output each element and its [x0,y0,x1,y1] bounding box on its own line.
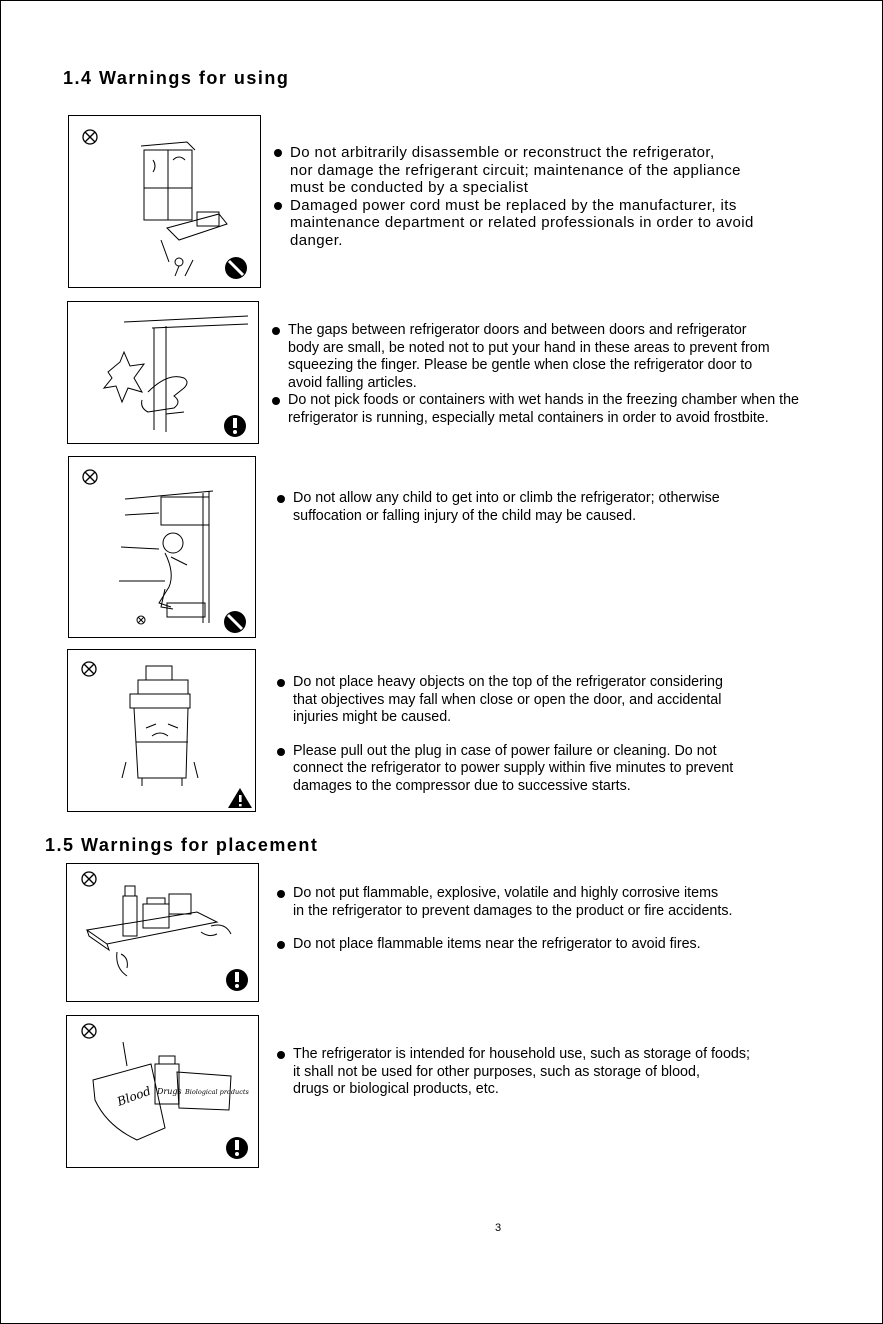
prohibited-symbol-icon [82,662,96,676]
bullet-item: Do not allow any child to get into or climb the refrigerator; otherwise suffocation or falling injury of the child may be caused. [275,490,720,525]
bullet-item: Do not place heavy objects on the top of the refrigerator considering that objectives may fall when close or open the door, and accidental injuries might be caused. [275,674,733,727]
illustration-door-gaps [67,301,259,444]
illustration-disassembly [68,115,261,288]
illustration-child-climbing [68,456,256,638]
bullet-list-child-climbing [275,490,720,525]
bullet-item: Do not put flammable, explosive, volatile and highly corrosive items in the refrigerator to prevent damages to the product or fire accidents. [275,885,732,920]
bullet-list-household-use [275,1046,750,1099]
mandatory-action-icon [226,1137,248,1159]
bullet-item: Do not pick foods or containers with wet hands in the freezing chamber when the refrigerator is running, especially metal containers in order to avoid frostbite. [270,392,799,427]
bullet-item: Damaged power cord must be replaced by the manufacturer, its maintenance department or related professionals in order to avoid danger. [272,197,754,250]
heavy-boxes-on-refrigerator-drawing [122,666,198,786]
flammable-items-on-shelf-drawing [87,886,231,976]
section-heading-warnings-for-using: 1.4 Warnings for using [63,68,290,88]
illustration-heavy-objects [67,649,256,812]
bullet-item: Please pull out the plug in case of power failure or cleaning. Do not connect the refrigerator to power supply within five minutes to prevent damages to the compressor due to successive starts. [275,743,733,796]
section-heading-warnings-for-placement: 1.5 Warnings for placement [45,835,319,855]
mandatory-action-icon [224,415,246,437]
bullet-list-disassembly [272,144,754,249]
svg-text:Blood: Blood [115,1083,153,1109]
svg-text:Biological products: Biological products [185,1088,249,1096]
bullet-list-door-gaps [270,322,799,427]
no-entry-icon [225,257,247,279]
refrigerator-disassembly-drawing [141,142,227,276]
bullet-item: Do not arbitrarily disassemble or reconstruct the refrigerator, nor damage the refrigerant circuit; maintenance of the appliance must be conducted by a specialist [272,144,754,197]
child-climbing-refrigerator-drawing [119,491,213,623]
prohibited-symbol-icon [82,872,96,886]
warning-triangle-icon [228,788,252,808]
prohibited-symbol-icon [83,130,97,144]
no-entry-icon [224,611,246,633]
svg-text:Drugs: Drugs [157,1087,182,1096]
bullet-item: The gaps between refrigerator doors and between doors and refrigerator body are small, be noted not to put your hand in these areas to prevent from squeezing the finger. Please be gentle when close the refrigerator door to avoid falling articles. [270,322,799,392]
mandatory-action-icon [226,969,248,991]
prohibited-symbol-icon [82,1024,96,1038]
bullet-list-flammable-items [275,885,732,954]
bullet-item: The refrigerator is intended for household use, such as storage of foods; it shall not be used for other purposes, such as storage of blood, drugs or biological products, etc. [275,1046,750,1099]
illustration-household-use [66,1015,259,1168]
prohibited-symbol-icon [83,470,97,484]
bullet-item: Do not place flammable items near the refrigerator to avoid fires. [275,936,732,954]
finger-pinched-in-door-drawing [104,316,248,432]
page-number: 3 [495,1222,502,1234]
illustration-flammable-items [66,863,259,1002]
bullet-list-heavy-objects [275,674,733,795]
